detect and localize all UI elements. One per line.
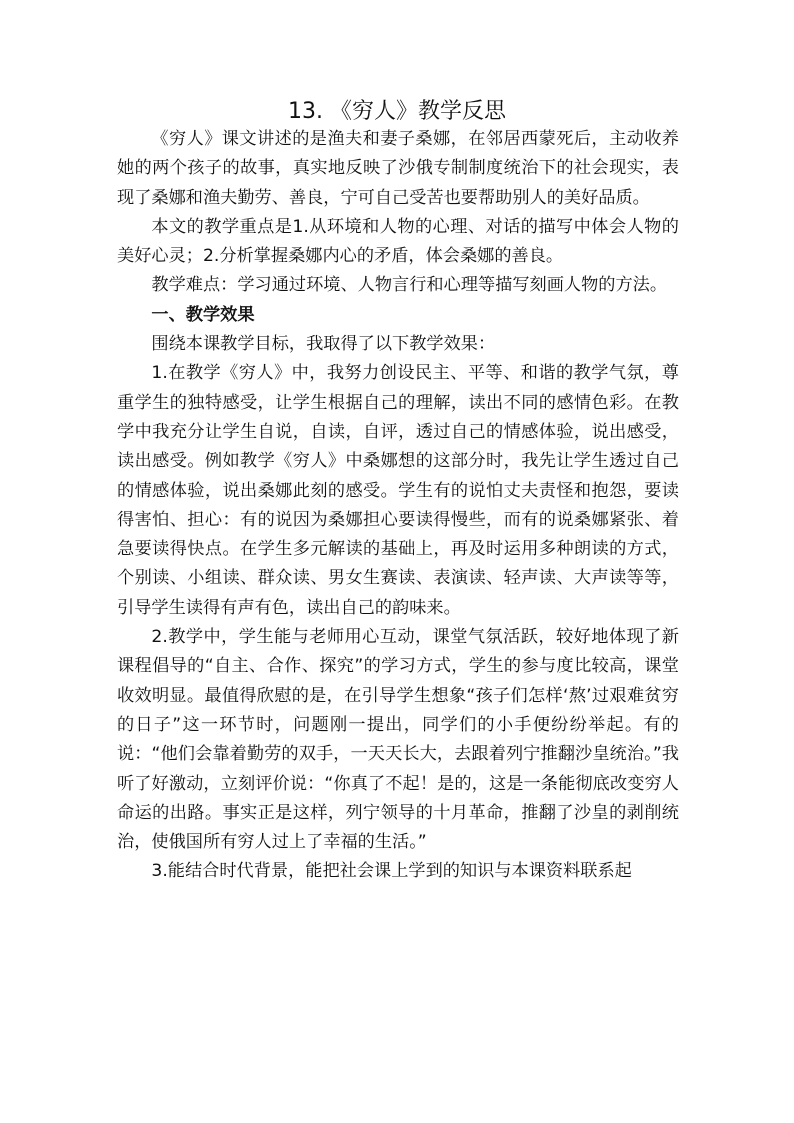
teaching-focus-paragraph: 本文的教学重点是1.从环境和人物的心理、对话的描写中体会人物的美好心灵；2.分析掌握桑娜内心的矛盾，体会桑娜的善良。	[117, 216, 679, 267]
effect-point-2: 2.教学中，学生能与老师用心互动，课堂气氛活跃，较好地体现了新课程倡导的“自主、合作、探究”的学习方式，学生的参与度比较高，课堂收效明显。最值得欣慰的是，在引导学生想象“孩子们怎样‘熬’过艰难贫穷的日子”这一环节时，问题刚一提出，同学们的小手便纷纷举起。有的说：“他们会靠着勤劳的双手，一天天长大，去跟着列宁推翻沙皇统治。”我听了好激动，立刻评价说：“你真了不起！是的，这是一条能彻底改变穷人命运的出路。事实正是这样，列宁领导的十月革命，推翻了沙皇的剥削统治，使俄国所有穷人过上了幸福的生活。”	[117, 627, 679, 853]
teaching-difficulty-paragraph: 教学难点：学习通过环境、人物言行和心理等描写刻画人物的方法。	[151, 275, 668, 296]
effects-intro-paragraph: 围绕本课教学目标，我取得了以下教学效果：	[151, 334, 496, 355]
document-title: 13. 《穷人》教学反思	[288, 99, 506, 124]
document-body	[117, 125, 679, 887]
section-heading: 一、教学效果	[151, 304, 255, 325]
effect-point-3: 3.能结合时代背景，能把社会课上学到的知识与本课资料联系起	[151, 861, 632, 882]
intro-paragraph: 《穷人》课文讲述的是渔夫和妻子桑娜，在邻居西蒙死后，主动收养她的两个孩子的故事，真实地反映了沙俄专制制度统治下的社会现实，表现了桑娜和渔夫勤劳、善良，宁可自己受苦也要帮助别人的美好品质。	[117, 129, 679, 208]
effect-point-1: 1.在教学《穷人》中，我努力创设民主、平等、和谐的教学气氛，尊重学生的独特感受，让学生根据自己的理解，读出不同的感情色彩。在教学中我充分让学生自说，自读，自评，透过自己的情感体验，说出感受，读出感受。例如教学《穷人》中桑娜想的这部分时，我先让学生透过自己的情感体验，说出桑娜此刻的感受。学生有的说怕丈夫责怪和抱怨，要读得害怕、担心：有的说因为桑娜担心要读得慢些，而有的说桑娜紧张、着急要读得快点。在学生多元解读的基础上，再及时运用多种朗读的方式，个别读、小组读、群众读、男女生赛读、表演读、轻声读、大声读等等，引导学生读得有声有色，读出自己的韵味来。	[117, 363, 679, 618]
